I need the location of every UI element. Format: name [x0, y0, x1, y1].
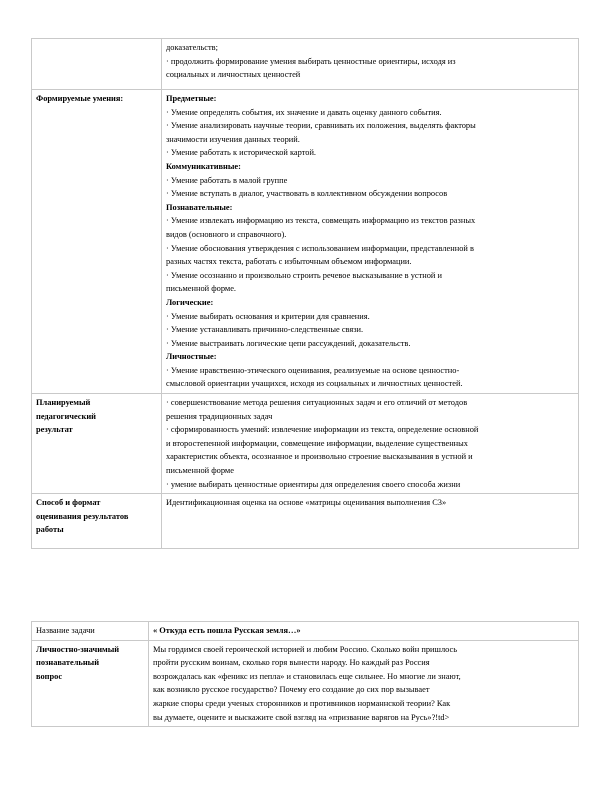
text-line: · Умение нравственно-этического оценивания, реализуемые на основе ценностно-	[166, 365, 460, 375]
text-line: · совершенствование метода решения ситуационных задач и его отличий от методов	[166, 398, 468, 408]
text-line: характеристик объекта, осознанное и произвольно строение высказывания в устной и	[166, 452, 473, 462]
row-label-empty	[32, 39, 162, 90]
text-line: и второстепенной информации, совмещение информации, выделение существенных	[166, 438, 468, 448]
result-label-line: Планируемый	[36, 398, 91, 408]
skills-content-cell	[162, 90, 579, 394]
text-line: · Умение выбирать основания и критерии для сравнения.	[166, 311, 370, 321]
text-line: социальных и личностных ценностей	[166, 70, 301, 80]
method-label-cell	[32, 494, 162, 549]
table-row	[32, 640, 579, 727]
text-line: · Умение вступать в диалог, участвовать в коллективном обсуждении вопросов	[166, 189, 448, 199]
method-label-line: Способ и формат	[36, 498, 101, 508]
text-line: вы думаете, оцените и выскажите свой взгляд на «призвание варягов на Русь»?!td>	[153, 712, 450, 722]
text-line: · Умение определять события, их значение и давать оценку данного события.	[166, 107, 442, 117]
table-row	[32, 90, 579, 394]
table-row	[32, 39, 579, 90]
text-line: доказательств;	[166, 43, 218, 52]
lesson-plan-table	[31, 38, 579, 549]
text-line: значимости изучения данных теорий.	[166, 134, 300, 144]
method-content-cell	[162, 494, 579, 549]
table-row	[32, 494, 579, 549]
text-line: жаркие споры среди ученых сторонников и противников норманнской теории? Как	[153, 698, 451, 708]
section-heading: Личностные:	[166, 352, 217, 362]
section-heading: Познавательные:	[166, 202, 233, 212]
task-name-value-cell	[149, 622, 579, 641]
skills-label: Формируемые умения:	[36, 94, 124, 103]
text-line: письменной форме.	[166, 284, 237, 294]
text-line: Мы гордимся своей героической историей и любим Россию. Сколько войн пришлось	[153, 644, 458, 654]
task-name-label: Название задачи	[36, 626, 95, 635]
text-line: · Умение извлекать информацию из текста, совмещать информацию из текстов разных	[166, 216, 476, 226]
table-row	[32, 394, 579, 494]
text-line: · продолжить формирование умения выбирать ценностные ориентиры, исходя из	[166, 56, 456, 66]
question-label-cell	[32, 640, 149, 727]
section-heading: Логические:	[166, 297, 214, 307]
text-line: видов (основного и справочного).	[166, 229, 287, 239]
text-line: смысловой ориентации учащихся, исходя из социальных и личностных ценностей.	[166, 379, 463, 389]
result-label-cell	[32, 394, 162, 494]
text-line: · умение выбирать ценностные ориентиры для определения своего способа жизни	[166, 479, 461, 489]
text-line: · Умение работать к исторической картой.	[166, 148, 317, 158]
text-line: · сформированность умений: извлечение информации из текста, определение основной	[166, 425, 479, 435]
question-label-line: вопрос	[36, 671, 63, 681]
goals-continuation-cell	[162, 39, 579, 90]
text-line: · Умение осознанно и произвольно строить речевое высказывание в устной и	[166, 270, 442, 280]
result-label-line: результат	[36, 425, 73, 435]
text-line: · Умение обоснования утверждения с использованием информации, представленной в	[166, 243, 474, 253]
text-line: Идентификационная оценка на основе «матрицы оценивания выполнения С3»	[166, 498, 447, 508]
text-line: пройти русским воинам, сколько горя вынести народу. Но каждый раз Россия	[153, 658, 430, 668]
text-line: решения традиционных задач	[166, 411, 273, 421]
method-label-line: оценивания результатов	[36, 511, 129, 521]
task-name-value: « Откуда есть пошла Русская земля…»	[153, 626, 301, 635]
method-label-line: работы	[36, 525, 64, 535]
text-line: · Умение устанавливать причинно-следственные связи.	[166, 325, 364, 335]
question-label-line: познавательный	[36, 658, 100, 668]
text-line: · Умение работать в малой группе	[166, 175, 288, 185]
section-heading: Коммуникативные:	[166, 161, 241, 171]
text-line: как возникло русское государство? Почему его создание до сих пор вызывает	[153, 685, 430, 695]
result-content-cell	[162, 394, 579, 494]
text-line: разных частях текста, работать с избыточным объемом информации.	[166, 257, 412, 267]
section-heading: Предметные:	[166, 94, 217, 103]
question-label-line: Личностно-значимый	[36, 644, 120, 654]
text-line: · Умение анализировать научные теории, сравнивать их положения, выделять факторы	[166, 121, 476, 131]
text-line: возрождалась как «феникс из пепла» и становилась еще сильнее. Но многие ли знают,	[153, 671, 461, 681]
skills-label-cell	[32, 90, 162, 394]
task-table	[31, 621, 579, 727]
text-line: письменной форме	[166, 466, 234, 476]
task-name-label-cell	[32, 622, 149, 641]
table-row	[32, 622, 579, 641]
question-content-cell	[149, 640, 579, 727]
text-line: · Умение выстраивать логические цепи рассуждений, доказательств.	[166, 338, 411, 348]
result-label-line: педагогический	[36, 411, 97, 421]
